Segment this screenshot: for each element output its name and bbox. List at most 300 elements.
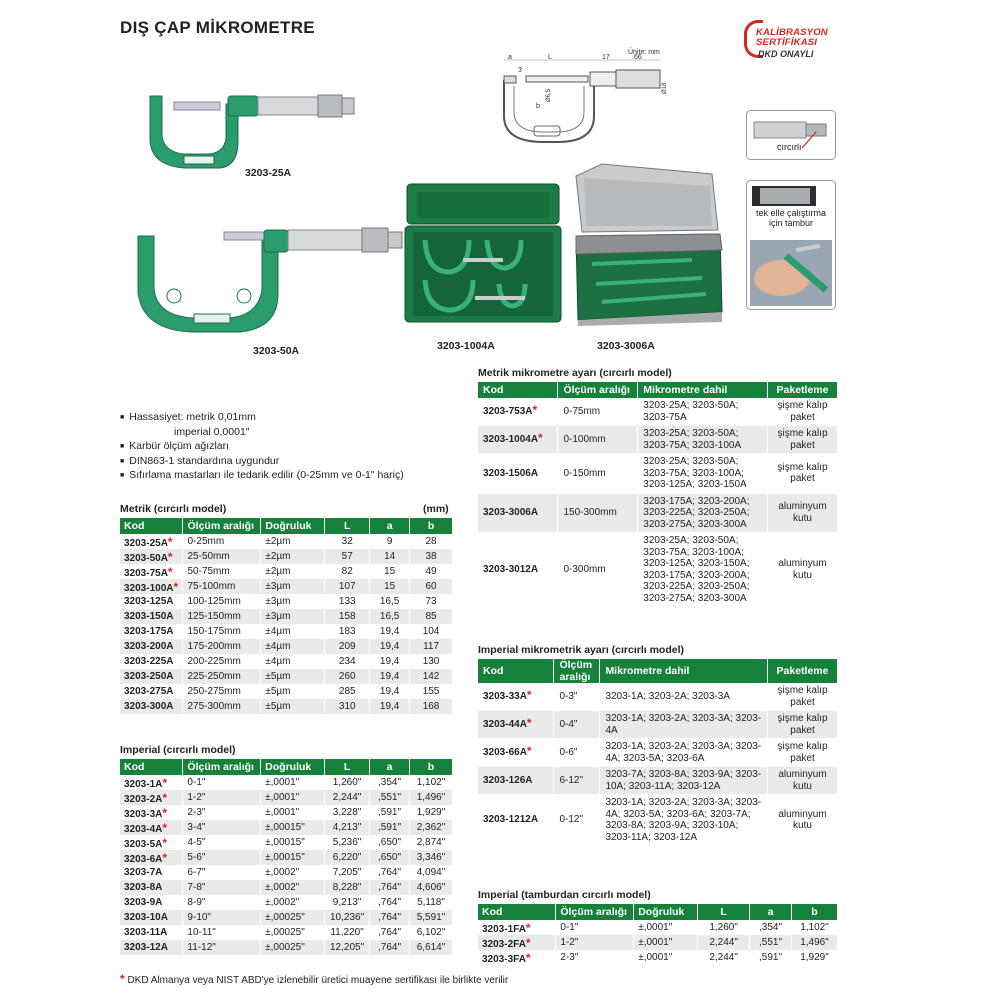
- table-cell: 150-300mm: [558, 493, 638, 533]
- table-cell: ±3µm: [261, 594, 325, 609]
- table-cell: 2,244": [325, 790, 370, 805]
- table-cell: şişme kalıp paket: [768, 426, 838, 454]
- product-code: 3203-12A: [120, 940, 183, 955]
- table-row: [120, 609, 453, 624]
- table-cell: 16,5: [370, 594, 410, 609]
- table-cell: 2-3": [183, 805, 261, 820]
- asterisk-icon: *: [525, 950, 531, 965]
- table-row: [478, 533, 838, 607]
- table-cell: ,764": [370, 895, 410, 910]
- product-code: 3203-3FA*: [478, 950, 556, 965]
- table-cell: ,764": [370, 910, 410, 925]
- product-code: 3203-66A*: [478, 739, 554, 767]
- table-cell: 3,346": [410, 850, 453, 865]
- table-cell: 200-225mm: [183, 654, 261, 669]
- table-cell: ±,0001": [634, 935, 698, 950]
- table-row: [120, 820, 453, 835]
- table-header-row: [478, 659, 838, 683]
- badge-line-2: SERTİFİKASI: [756, 37, 818, 48]
- table-cell: 275-300mm: [183, 699, 261, 714]
- table-row: [120, 684, 453, 699]
- table-cell: 0-150mm: [558, 454, 638, 494]
- table-cell: 12,205": [325, 940, 370, 955]
- table-cell: 0-6": [554, 739, 600, 767]
- table-cell: 3203-25A; 3203-50A; 3203-75A: [638, 398, 768, 426]
- column-header: Doğruluk: [261, 518, 325, 534]
- technical-drawing: [498, 46, 674, 148]
- table-cell: 4,213": [325, 820, 370, 835]
- table-header-row: [478, 382, 838, 398]
- table-cell: ±,00025": [261, 940, 325, 955]
- table-row: [120, 925, 453, 940]
- table-cell: 82: [325, 564, 370, 579]
- asterisk-icon: *: [120, 972, 125, 986]
- table-cell: 5,118": [410, 895, 453, 910]
- product-code: 3203-126A: [478, 767, 554, 795]
- product-code: 3203-250A: [120, 669, 183, 684]
- footnote: [120, 972, 508, 986]
- table-cell: 234: [325, 654, 370, 669]
- table-cell: ±2µm: [261, 564, 325, 579]
- product-code: 3203-2A*: [120, 790, 183, 805]
- table-cell: 158: [325, 609, 370, 624]
- caption-3203-50a: 3203-50A: [253, 345, 300, 357]
- table-cell: 0-75mm: [558, 398, 638, 426]
- product-code: 3203-4A*: [120, 820, 183, 835]
- column-header: L: [325, 518, 370, 534]
- asterisk-icon: *: [525, 920, 531, 935]
- table-cell: 5,591": [410, 910, 453, 925]
- product-code: 3203-275A: [120, 684, 183, 699]
- table-row: [120, 775, 453, 790]
- column-header: b: [792, 904, 838, 920]
- feature-list: [120, 411, 404, 484]
- ratchet-label: cırcırlı: [777, 142, 802, 152]
- dim-b: b: [536, 103, 540, 110]
- table-cell: ±,00015": [261, 820, 325, 835]
- table-cell: 4,606": [410, 880, 453, 895]
- column-header: Ölçüm aralığı: [183, 518, 261, 534]
- column-header: Paketleme: [768, 382, 838, 398]
- table-row: [120, 549, 453, 564]
- table-cell: 104: [410, 624, 453, 639]
- caption-3203-25a: 3203-25A: [245, 167, 292, 179]
- table-cell: aluminyum kutu: [768, 767, 838, 795]
- column-header: Mikrometre dahil: [600, 659, 768, 683]
- table-cell: 8-9": [183, 895, 261, 910]
- asterisk-icon: *: [526, 688, 532, 703]
- table-cell: 125-150mm: [183, 609, 261, 624]
- table-cell: 168: [410, 699, 453, 714]
- table-cell: 3203-175A; 3203-200A; 3203-225A; 3203-250A; 3203-275A; 3203-300A: [638, 493, 768, 533]
- table-cell: 183: [325, 624, 370, 639]
- product-code: 3203-3012A: [478, 533, 558, 607]
- table-row: [478, 920, 838, 935]
- column-header: b: [410, 518, 453, 534]
- feature-item: ■ DIN863-1 standardına uygundur: [120, 455, 404, 470]
- table-cell: ±4µm: [261, 654, 325, 669]
- thimble-detail-photo: [746, 180, 836, 310]
- product-code: 3203-753A*: [478, 398, 558, 426]
- table-cell: 2,244": [698, 950, 750, 965]
- table-cell: ±,00015": [261, 850, 325, 865]
- table-cell: ,591": [750, 950, 792, 965]
- table-cell: 10-11": [183, 925, 261, 940]
- table-cell: 15: [370, 579, 410, 594]
- asterisk-icon: *: [525, 935, 531, 950]
- table-row: [478, 711, 838, 739]
- product-code: 3203-1FA*: [478, 920, 556, 935]
- feature-item: ■ Sıfırlama mastarları ile tedarik edilir (0-25mm ve 0-1" hariç): [120, 469, 404, 484]
- table-cell: şişme kalıp paket: [768, 454, 838, 494]
- table-cell: 0-1": [183, 775, 261, 790]
- table-cell: 0-100mm: [558, 426, 638, 454]
- table-cell: ±,0001": [261, 775, 325, 790]
- table-cell: ±,0001": [634, 920, 698, 935]
- metric-unit: (mm): [423, 503, 449, 515]
- column-header: L: [325, 759, 370, 775]
- table-cell: 60: [410, 579, 453, 594]
- product-code: 3203-100A*: [120, 579, 183, 594]
- metric-sets-table: [478, 382, 838, 607]
- asterisk-icon: *: [167, 534, 173, 549]
- column-header: Kod: [120, 759, 183, 775]
- table-cell: ,551": [750, 935, 792, 950]
- column-header: Ölçüm aralığı: [558, 382, 638, 398]
- asterisk-icon: *: [173, 579, 179, 594]
- product-code: 3203-11A: [120, 925, 183, 940]
- table-cell: şişme kalıp paket: [768, 683, 838, 711]
- table-cell: 3-4": [183, 820, 261, 835]
- table-cell: ±,00015": [261, 835, 325, 850]
- page-title: DIŞ ÇAP MİKROMETRE: [120, 18, 315, 37]
- table-cell: 250-275mm: [183, 684, 261, 699]
- table-cell: ±,0002": [261, 880, 325, 895]
- table-cell: 19,4: [370, 684, 410, 699]
- asterisk-icon: *: [162, 835, 168, 850]
- table-row: [120, 699, 453, 714]
- micrometer-50a-photo: [132, 224, 408, 336]
- table-cell: 6,614": [410, 940, 453, 955]
- table-cell: 3203-1A; 3203-2A; 3203-3A: [600, 683, 768, 711]
- table-cell: ±5µm: [261, 684, 325, 699]
- table-cell: 9-10": [183, 910, 261, 925]
- drum-section-title: Imperial (tamburdan cırcırlı model): [478, 889, 651, 901]
- product-code: 3203-125A: [120, 594, 183, 609]
- table-cell: 3203-25A; 3203-50A; 3203-75A; 3203-100A; 3203-125A; 3203-150A; 3203-175A; 3203-200A; 3203-225A; 3203-250A; 3203-275A; 3203-300A: [638, 533, 768, 607]
- table-cell: 3203-1A; 3203-2A; 3203-3A; 3203-4A; 3203-5A; 3203-6A: [600, 739, 768, 767]
- table-row: [478, 454, 838, 494]
- product-code: 3203-5A*: [120, 835, 183, 850]
- asterisk-icon: *: [538, 431, 543, 446]
- table-cell: 0-3": [554, 683, 600, 711]
- asterisk-icon: *: [162, 850, 168, 865]
- table-cell: 150-175mm: [183, 624, 261, 639]
- column-header: Ölçüm aralığı: [556, 904, 634, 920]
- table-row: [120, 940, 453, 955]
- asterisk-icon: *: [167, 549, 173, 564]
- table-cell: 100-125mm: [183, 594, 261, 609]
- table-cell: 19,4: [370, 699, 410, 714]
- metric-section-title: Metrik (cırcırlı model): [120, 503, 227, 515]
- column-header: Doğruluk: [261, 759, 325, 775]
- table-row: [120, 654, 453, 669]
- table-row: [120, 805, 453, 820]
- table-row: [478, 493, 838, 533]
- table-cell: 19,4: [370, 639, 410, 654]
- product-code: 3203-1506A: [478, 454, 558, 494]
- table-cell: 1,496": [410, 790, 453, 805]
- table-cell: 75-100mm: [183, 579, 261, 594]
- set-3006a-photo: [572, 160, 726, 328]
- dim-66: 66: [634, 54, 642, 61]
- table-row: [478, 935, 838, 950]
- table-cell: aluminyum kutu: [768, 795, 838, 846]
- table-cell: ,591": [370, 820, 410, 835]
- caption-3203-1004a: 3203-1004A: [437, 340, 495, 352]
- product-code: 3203-25A*: [120, 534, 183, 549]
- table-cell: 19,4: [370, 669, 410, 684]
- feature-item: ■ Hassasiyet: metrik 0,01mm: [120, 411, 404, 426]
- table-cell: ,591": [370, 805, 410, 820]
- table-cell: 117: [410, 639, 453, 654]
- table-cell: 0-300mm: [558, 533, 638, 607]
- table-row: [120, 790, 453, 805]
- product-code: 3203-33A*: [478, 683, 554, 711]
- table-row: [478, 398, 838, 426]
- imperial-section-title: Imperial (cırcırlı model): [120, 744, 236, 756]
- table-cell: 85: [410, 609, 453, 624]
- product-code: 3203-6A*: [120, 850, 183, 865]
- table-cell: ±5µm: [261, 699, 325, 714]
- product-code: 3203-150A: [120, 609, 183, 624]
- table-cell: 3203-1A; 3203-2A; 3203-3A; 3203-4A; 3203-5A; 3203-6A; 3203-7A; 3203-8A; 3203-9A; 3203-10A; 3203-11A; 3203-12A: [600, 795, 768, 846]
- asterisk-icon: *: [162, 805, 168, 820]
- table-cell: 6-7": [183, 865, 261, 880]
- table-cell: ,764": [370, 940, 410, 955]
- column-header: Paketleme: [768, 659, 838, 683]
- table-cell: 73: [410, 594, 453, 609]
- table-cell: 142: [410, 669, 453, 684]
- product-code: 3203-225A: [120, 654, 183, 669]
- table-row: [120, 895, 453, 910]
- table-cell: 130: [410, 654, 453, 669]
- table-cell: 2,244": [698, 935, 750, 950]
- table-cell: 50-75mm: [183, 564, 261, 579]
- table-cell: 209: [325, 639, 370, 654]
- asterisk-icon: *: [526, 744, 532, 759]
- table-cell: 11-12": [183, 940, 261, 955]
- product-code: 3203-1A*: [120, 775, 183, 790]
- table-cell: 4-5": [183, 835, 261, 850]
- table-cell: şişme kalıp paket: [768, 711, 838, 739]
- metric-table: [120, 518, 453, 714]
- table-cell: 38: [410, 549, 453, 564]
- table-row: [120, 579, 453, 594]
- table-cell: 225-250mm: [183, 669, 261, 684]
- table-cell: ,551": [370, 790, 410, 805]
- table-cell: 1,929": [792, 950, 838, 965]
- dim-d18: Ø18: [662, 82, 668, 94]
- table-cell: ±5µm: [261, 669, 325, 684]
- asterisk-icon: *: [532, 403, 538, 418]
- table-cell: 175-200mm: [183, 639, 261, 654]
- table-cell: 1,260": [325, 775, 370, 790]
- table-cell: ±4µm: [261, 639, 325, 654]
- table-cell: ±,00025": [261, 910, 325, 925]
- feature-item: imperial 0,0001": [174, 425, 250, 438]
- table-cell: ±2µm: [261, 534, 325, 549]
- table-cell: 15: [370, 564, 410, 579]
- product-code: 3203-300A: [120, 699, 183, 714]
- product-code: 3203-8A: [120, 880, 183, 895]
- table-cell: 6,102": [410, 925, 453, 940]
- table-cell: ,764": [370, 865, 410, 880]
- table-header-row: [120, 518, 453, 534]
- table-cell: 6,220": [325, 850, 370, 865]
- dim-l: L: [548, 54, 552, 61]
- product-code: 3203-7A: [120, 865, 183, 880]
- table-cell: 5,236": [325, 835, 370, 850]
- table-cell: 0-4": [554, 711, 600, 739]
- table-cell: ±,0001": [261, 805, 325, 820]
- table-cell: 1,102": [792, 920, 838, 935]
- table-cell: 11,220": [325, 925, 370, 940]
- dim-a: a: [508, 54, 512, 61]
- table-cell: 1,102": [410, 775, 453, 790]
- product-code: 3203-9A: [120, 895, 183, 910]
- table-cell: aluminyum kutu: [768, 493, 838, 533]
- product-code: 3203-10A: [120, 910, 183, 925]
- product-code: 3203-175A: [120, 624, 183, 639]
- table-row: [478, 767, 838, 795]
- table-cell: 1-2": [556, 935, 634, 950]
- column-header: b: [410, 759, 453, 775]
- table-row: [120, 850, 453, 865]
- product-code: 3203-1004A*: [478, 426, 558, 454]
- asterisk-icon: *: [167, 564, 173, 579]
- thimble-label: tek elle çalıştırma için tambur: [748, 208, 834, 228]
- table-cell: 25-50mm: [183, 549, 261, 564]
- column-header: a: [370, 759, 410, 775]
- table-cell: 310: [325, 699, 370, 714]
- table-row: [120, 865, 453, 880]
- table-cell: 19,4: [370, 654, 410, 669]
- footnote-text: DKD Almanya veya NIST ABD'ye izlenebilir üretici muayene sertifikası ile birlikte verilir: [127, 975, 509, 986]
- table-cell: 19,4: [370, 624, 410, 639]
- table-cell: 9: [370, 534, 410, 549]
- caption-3203-3006a: 3203-3006A: [597, 340, 655, 352]
- dim-d65: Ø6,5: [546, 88, 552, 102]
- table-cell: 0-12": [554, 795, 600, 846]
- table-cell: 28: [410, 534, 453, 549]
- table-cell: ,650": [370, 850, 410, 865]
- table-cell: 1,496": [792, 935, 838, 950]
- asterisk-icon: *: [162, 775, 168, 790]
- table-cell: 2,362": [410, 820, 453, 835]
- badge-line-3: DKD ONAYLI: [758, 49, 814, 59]
- ratchet-detail-photo: [746, 110, 836, 160]
- product-code: 3203-50A*: [120, 549, 183, 564]
- column-header: Kod: [478, 904, 556, 920]
- table-row: [120, 594, 453, 609]
- column-header: Kod: [478, 382, 558, 398]
- table-cell: 0-25mm: [183, 534, 261, 549]
- table-row: [478, 426, 838, 454]
- table-cell: 260: [325, 669, 370, 684]
- product-code: 3203-75A*: [120, 564, 183, 579]
- table-cell: 16,5: [370, 609, 410, 624]
- table-row: [478, 950, 838, 965]
- table-header-row: [120, 759, 453, 775]
- table-cell: 9,213": [325, 895, 370, 910]
- table-cell: 3203-25A; 3203-50A; 3203-75A; 3203-100A: [638, 426, 768, 454]
- column-header: Kod: [478, 659, 554, 683]
- table-cell: 107: [325, 579, 370, 594]
- imperial-sets-table: [478, 659, 838, 846]
- drum-table: [478, 904, 838, 965]
- column-header: Mikrometre dahil: [638, 382, 768, 398]
- product-code: 3203-1212A: [478, 795, 554, 846]
- column-header: L: [698, 904, 750, 920]
- table-cell: 5-6": [183, 850, 261, 865]
- column-header: Ölçüm aralığı: [554, 659, 600, 683]
- column-header: Ölçüm aralığı: [183, 759, 261, 775]
- table-cell: 3,228": [325, 805, 370, 820]
- table-cell: 32: [325, 534, 370, 549]
- table-cell: ,650": [370, 835, 410, 850]
- table-row: [120, 910, 453, 925]
- table-cell: 285: [325, 684, 370, 699]
- table-cell: ,354": [370, 775, 410, 790]
- asterisk-icon: *: [526, 716, 532, 731]
- product-code: 3203-3006A: [478, 493, 558, 533]
- table-cell: ±,0001": [634, 950, 698, 965]
- table-cell: 57: [325, 549, 370, 564]
- table-cell: ±4µm: [261, 624, 325, 639]
- table-row: [120, 835, 453, 850]
- product-code: 3203-2FA*: [478, 935, 556, 950]
- asterisk-icon: *: [162, 820, 168, 835]
- table-row: [478, 739, 838, 767]
- dim-17: 17: [602, 54, 610, 61]
- column-header: Doğruluk: [634, 904, 698, 920]
- table-cell: 3203-25A; 3203-50A; 3203-75A; 3203-100A; 3203-125A; 3203-150A: [638, 454, 768, 494]
- badge-line-1: KALİBRASYON: [756, 27, 828, 38]
- table-cell: 133: [325, 594, 370, 609]
- table-cell: 3203-7A; 3203-8A; 3203-9A; 3203-10A; 3203-11A; 3203-12A: [600, 767, 768, 795]
- column-header: a: [370, 518, 410, 534]
- table-cell: ±,0002": [261, 865, 325, 880]
- table-cell: ±3µm: [261, 579, 325, 594]
- table-cell: 14: [370, 549, 410, 564]
- table-row: [120, 534, 453, 549]
- column-header: Kod: [120, 518, 183, 534]
- table-cell: 1,260": [698, 920, 750, 935]
- table-cell: ±2µm: [261, 549, 325, 564]
- table-cell: ±3µm: [261, 609, 325, 624]
- dim-3: 3: [518, 67, 522, 74]
- table-row: [120, 669, 453, 684]
- table-cell: ,764": [370, 925, 410, 940]
- table-row: [478, 683, 838, 711]
- set-1004a-photo: [403, 180, 563, 324]
- table-row: [120, 880, 453, 895]
- table-cell: 4,094": [410, 865, 453, 880]
- product-code: 3203-200A: [120, 639, 183, 654]
- calibration-badge: [744, 18, 854, 62]
- table-row: [120, 624, 453, 639]
